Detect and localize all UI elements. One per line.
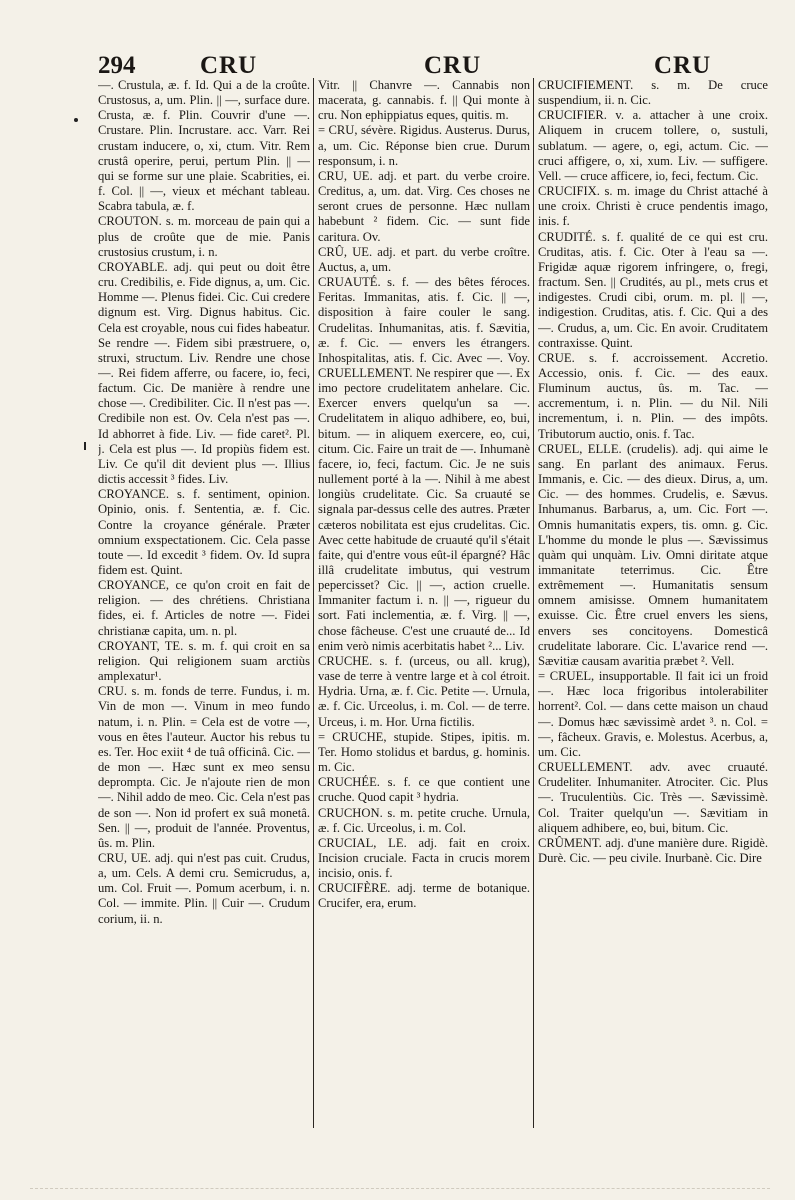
dictionary-entry: CRU, UE. adj. qui n'est pas cuit. Crudus, a, um. Cels. A demi cru. Semicrudus, a, um. Col. Fruit —. Pomum acerbum, i. n. Col. — immite. Plin. || Cuir —. Crudum corium, ii. n. — [98, 850, 310, 926]
dictionary-entry: CRÛMENT. adj. d'une manière dure. Rigidè. Durè. Cic. — peu civile. Inurbanè. Cic. Dire — [538, 835, 768, 865]
dictionary-entry: CRUDITÉ. s. f. qualité de ce qui est cru. Cruditas, atis. f. Cic. Oter à l'eau sa —. Frigidæ aquæ rigorem infringere, o, fregi, fractum. Sen. || Crudités, au pl., mets crus et indigestes. Crudi cibi, orum. m. pl. || —, indigestion. Cruditas, atis. f. Cic. Qui a des —. Crudus, a, um. Cic. En avoir. Cruditatem contraxisse. Quint. — [538, 229, 768, 350]
dictionary-entry: CRUCIFIX. s. m. image du Christ attaché à une croix. Christi è cruce pendentis imago, inis. f. — [538, 184, 768, 229]
dictionary-entry: Vitr. || Chanvre —. Cannabis non macerata, g. cannabis. f. || Qui monte à cru. Non ephippiatus eques, quitis. m. — [318, 78, 530, 123]
page-bottom-edge — [30, 1188, 770, 1191]
dictionary-entry: CRUCIAL, LE. adj. fait en croix. Incision cruciale. Facta in crucis morem incisio, onis. f. — [318, 835, 530, 881]
page-number: 294 — [98, 52, 136, 79]
column-divider — [313, 78, 314, 1128]
column-divider — [533, 78, 534, 1128]
margin-mark — [84, 442, 86, 450]
dictionary-entry: CRUCHÉE. s. f. ce que contient une cruche. Quod capit ³ hydria. — [318, 775, 530, 805]
text-column-left — [98, 78, 310, 1138]
dictionary-entry: CRUE. s. f. accroissement. Accretio. Accessio, onis. f. Cic. — des eaux. Fluminum auctus, ûs. m. Tac. — accrementum, i. n. Plin. — du Nil. Nili incrementum, i. n. Plin. — des impôts. Tributorum auctio, onis. f. Tac. — [538, 350, 768, 441]
running-headword-left: CRU — [200, 52, 258, 79]
dictionary-entry: CROYANCE, ce qu'on croit en fait de religion. — des chrétiens. Christiana fides, ei. f. Articles de notre —. Fidei christianæ capita, um. n. pl. — [98, 578, 310, 638]
dictionary-entry: CRUCIFÈRE. adj. terme de botanique. Crucifer, era, erum. — [318, 881, 530, 911]
text-column-middle — [318, 78, 530, 1138]
dictionary-entry: = CRUCHE, stupide. Stipes, ipitis. m. Ter. Homo stolidus et bardus, g. hominis. m. Cic. — [318, 729, 530, 775]
dictionary-entry: CROUTON. s. m. morceau de pain qui a plus de croûte que de mie. Panis crustosius crustum, i. n. — [98, 214, 310, 259]
dictionary-entry: CROYANCE. s. f. sentiment, opinion. Opinio, onis. f. Sententia, æ. f. Cic. Contre la croyance générale. Præter omnium exspectationem. Cic. Cela passe toute —. Id excedit ³ fidem. Ov. Id supra fidem est. Quint. — [98, 487, 310, 577]
dictionary-entry: —. Crustula, æ. f. Id. Qui a de la croûte. Crustosus, a, um. Plin. || —, surface dure. Crusta, æ. f. Plin. Couvrir d'une —. Crustare. Plin. Incrustare. acc. Varr. Rei crustam inducere, o, xi, ctum. Vitr. Rem crustâ operire, perui, pertum Plin. || — qui se forme sur une plaie. Scabrities, ei. f. Col. || —, vieux et méchant tableau. Scabra tabula, æ. f. — [98, 78, 310, 214]
dictionary-entry: CRU, UE. adj. et part. du verbe croire. Creditus, a, um. dat. Virg. Ces choses ne seront crues de personne. Hæc nullam habebunt ² fidem. Cic. — sunt fide caritura. Ov. — [318, 168, 530, 244]
dictionary-entry: CROYANT, TE. s. m. f. qui croit en sa religion. Qui religionem suam arctiùs amplexatur¹. — [98, 638, 310, 684]
margin-mark — [74, 118, 78, 122]
dictionary-entry: CRUAUTÉ. s. f. — des bêtes féroces. Feritas. Immanitas, atis. f. Cic. || —, disposition à faire couler le sang. Crudelitas. Inhumanitas, atis. f. Sævitia, æ. f. Cic. — envers les étrangers. Inhospitalitas, atis. f. Cic. Avec —. Voy. CRUELLEMENT. Ne respirer que —. Ex imo pectore crudelitatem anhelare. Cic. Exercer envers quelqu'un sa —. Crudelitatem in aliquo adhibere, eo, bui, bitum. — in aliquem exercere, eo, cui, citum. Cic. Faire un trait de —. Inhumanè facere, io, feci, factum. Cic. Je ne suis nullement porté à la —. Nihil à me abest longiùs crudelitate. Cic. Sa cruauté se signala par-dessus celle des autres. Præter cæteros nobilitata est ejus crudelitas. Cic. Avec cette habitude de cruauté qu'il s'était faite, qui d'entre vous eût-il épargné? Hâc illâ crudelitate imbutus, qui vestrum pepercisset? Cic. || —, action cruelle. Immaniter factum i. n. || —, rigueur du sort. Fati inclementia, æ. f. Virg. || —, chose fâcheuse. C'est une cruauté de... Id enim verò nimis acerbitatis habet ²... Liv. — [318, 275, 530, 653]
dictionary-entry: CRÛ, UE. adj. et part. du verbe croître. Auctus, a, um. — [318, 244, 530, 274]
dictionary-entry: CRUELLEMENT. adv. avec cruauté. Crudeliter. Inhumaniter. Atrociter. Cic. Plus —. Truculentiùs. Cic. Très —. Sævissimè. Col. Traiter quelqu'un —. Sævitiam in aliquem adhibere, eo, bui, bitum. Cic. — [538, 760, 768, 835]
dictionary-entry: CRUCHE. s. f. (urceus, ou all. krug), vase de terre à ventre large et à col étroit. Hydria. Urna, æ. f. Cic. Petite —. Urnula, æ. f. Cic. Urceolus, i. m. Col. — de terre. Urceus, i. m. Hor. Urna fictilis. — [318, 653, 530, 729]
dictionary-entry: CROYABLE. adj. qui peut ou doit être cru. Credibilis, e. Fide dignus, a, um. Cic. Homme —. Plenus fidei. Cic. Cui credere dignum est. Virg. Dignus habitus. Cic. Cela est croyable, nous cui fides habeatur. Se rendre —. Fidem sibi præstruere, o, struxi, structum. Liv. Rendre une chose —. Rei fidem afferre, ou facere, io, feci, factum. Cic. De manière à rendre une chose —. Credibiliter. Cic. Il n'est pas —. Credibile non est. Ov. Cela n'est pas —. Id abhorret à fide. Liv. — fide caret². Pl. j. Cela est plus —. Id propiùs fidem est. Liv. Ce qu'il dit devient plus —. Illius dictis accessit ³ fides. Liv. — [98, 259, 310, 487]
running-headword-center: CRU — [424, 52, 482, 79]
dictionary-entry: CRUCHON. s. m. petite cruche. Urnula, æ. f. Cic. Urceolus, i. m. Col. — [318, 805, 530, 835]
dictionary-entry: CRUCIFIER. v. a. attacher à une croix. Aliquem in crucem tollere, o, sustuli, sublatum. — agere, o, egi, actum. Cic. — cruci affigere, o, xi, xum. Liv. — suffigere. Vell. — cruce afficere, io, feci, fectum. Cic. — [538, 108, 768, 183]
dictionary-entry: CRUEL, ELLE. (crudelis). adj. qui aime le sang. En parlant des animaux. Ferus. Immanis, e. Cic. — des dieux. Dirus, a, um. Cic. — des hommes. Crudelis, e. Sævus. Inhumanus. Barbarus, a, um. Cic. Fort —. Omnis humanitatis expers, tis. omn. g. Cic. L'homme du monde le plus —. Sævissimus quàm qui unquàm. Liv. Omni diritate atque immanitate teterrimus. Cic. Être extrêmement —. Humanitatis sensum omnem amisisse. Omnem humanitatem exuisse. Cic. Être cruel envers les siens, envers ses concitoyens. Domesticâ crudelitate laborare. Cic. L'avarice rend —. Sævitiæ causam avaritia præbet ². Vell. — [538, 441, 768, 668]
dictionary-entry: = CRUEL, insupportable. Il fait ici un froid —. Hæc loca frigoribus intolerabiliter horrent². Col. — dans cette maison un chaud —. Domus hæc sævissimè ardet ³. n. Col. = —, fâcheux. Gravis, e. Molestus. Acerbus, a, um. Cic. — [538, 669, 768, 759]
running-headword-right: CRU — [654, 52, 712, 79]
dictionary-entry: CRU. s. m. fonds de terre. Fundus, i. m. Vin de mon —. Vinum in meo fundo natum, i. n. Plin. = Cela est de votre —, vous en êtes l'auteur. Auctor his rebus tu es. Ter. Hoc exiit ⁴ de tuâ officinâ. Cic. — de mon —. Hæc sunt ex meo sensu deprompta. Cic. Je n'ajoute rien de mon —. Nihil addo de meo. Cic. Cela n'est pas de son —. Non id profert ex suâ monetâ. Sen. || —, produit de l'année. Proventus, ûs. m. Plin. — [98, 684, 310, 850]
dictionary-entry: CRUCIFIEMENT. s. m. De cruce suspendium, ii. n. Cic. — [538, 78, 768, 108]
dictionary-entry: = CRU, sévère. Rigidus. Austerus. Durus, a, um. Cic. Réponse bien crue. Durum responsum, i. n. — [318, 123, 530, 168]
text-column-right — [538, 78, 768, 1138]
